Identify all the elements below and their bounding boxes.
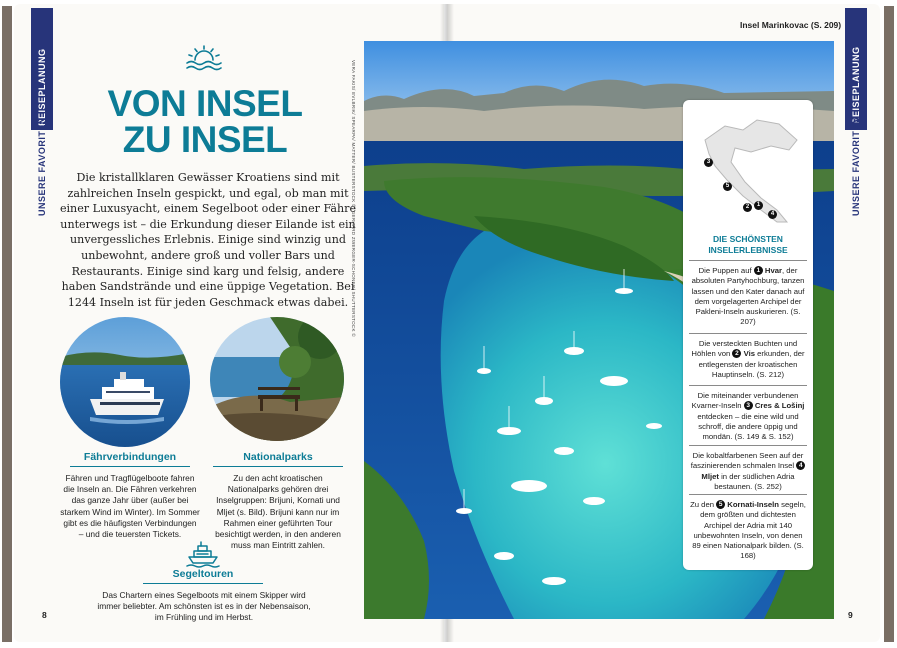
ferry-text: Fähren und Tragflügelboote fahren die Inseln an. Die Fähren verkehren das ganze Jahr über (außer bei starkem Wind im Winter). Im Sommer gibt es die häufigsten Verbindungen – und die teuersten Tickets.: [60, 473, 200, 540]
highlight-item: [689, 339, 807, 380]
panel-separator: [689, 445, 807, 446]
map-marker-1: 1: [754, 201, 763, 210]
highlight-text: Zu den: [690, 500, 717, 509]
left-side-tab-label: REISEPLANUNG: [37, 48, 47, 126]
highlights-panel: [683, 100, 813, 570]
highlight-number-badge: 2: [732, 349, 741, 358]
nationalparks-heading: Nationalparks: [243, 451, 313, 463]
left-side-tab: [31, 8, 53, 130]
photo-credit: VERA FAKIS/ EVLBRIK/ SPEARPA/ MATTER/ BUSTERSTOCK ©; GERHARD ZWERGER-SCHONER/ SHUTTERSTOCK ©: [351, 60, 356, 337]
ferry-heading-rule: [70, 466, 190, 467]
highlight-text: erkunden, der entlegensten der kroatischen Hauptinseln. (S. 212): [698, 349, 805, 379]
page-title: [60, 83, 350, 160]
map-marker-4: 4: [768, 210, 777, 219]
map-marker-3: 3: [704, 158, 713, 167]
ferry-heading: Fährverbindungen: [83, 451, 177, 463]
panel-separator: [689, 333, 807, 334]
ship-icon: [185, 540, 221, 568]
highlight-item: [689, 500, 807, 562]
running-head: Insel Marinkovac (S. 209): [740, 20, 842, 30]
highlight-place: Mljet: [701, 471, 719, 481]
right-side-tab: [845, 8, 867, 130]
intro-paragraph: Die kristallklaren Gewässer Kroatiens sind mit zahlreichen Inseln gespickt, und egal, ob man mit einer Luxusyacht, einem Segelboot oder einer Fähre unterwegs ist – die Erkundung dieser Eilande ist ein unvergessliches Erlebnis. Einige sind winzig und unbewohnt, andere groß und voller Bars und Restaurants. Einige sind karg und felsig, andere haben Sandstrände und eine üppige Vegetation. Bei 1244 Inseln ist für jeden Geschmack etwas dabei.: [59, 171, 357, 309]
right-side-label: UNSERE FAVORITEN: [851, 117, 861, 216]
map-marker-2: 2: [743, 203, 752, 212]
highlight-text: entdecken – die eine wild und schroff, die andere üppig und mondän. (S. 149 & S. 152): [697, 411, 799, 442]
highlight-place: Cres & Lošinj: [754, 401, 805, 411]
highlight-text: in der südlichen Adria bestaunen. (S. 252): [714, 471, 795, 491]
segeltouren-heading-rule: [143, 583, 263, 584]
nationalparks-text: Zu den acht kroatischen Nationalparks gehören drei Inselgruppen: Brijuni, Kornati und Mljet (s. Bild). Brijuni kann nur im Rahmen einer geführten Tour besichtigt werden, in den anderen muss man Eintritt zahlen.: [215, 473, 341, 551]
segeltouren-text: Das Chartern eines Segelboots mit einem Skipper wird immer beliebter. Am schönsten ist es in der Nebensaison, im Frühling und im Herbst.: [97, 590, 311, 623]
sun-waves-icon: [183, 44, 225, 74]
highlight-item: [689, 266, 807, 328]
highlight-number-badge: 4: [796, 461, 805, 470]
map-marker-5: 5: [723, 182, 732, 191]
highlight-number-badge: 5: [716, 500, 725, 509]
book-cover-edge-right: [884, 6, 894, 642]
book-cover-edge-left: [2, 6, 12, 642]
highlight-item: [689, 451, 807, 492]
panel-title: [683, 234, 813, 256]
panel-separator: [689, 494, 807, 495]
highlight-text: Die Puppen auf: [698, 266, 754, 275]
highlight-item: [689, 391, 807, 442]
left-side-label: UNSERE FAVORITEN: [37, 117, 47, 216]
highlight-text: , der absoluten Partyhochburg, tanzen lassen und den Kater danach auf dem vorgelagerten Archipel der Pakleni-Inseln auskurieren. (S. 207): [691, 266, 805, 327]
right-side-tab-label: REISEPLANUNG: [851, 46, 861, 124]
panel-separator: [689, 385, 807, 386]
highlight-text: Die miteinander verbundenen Kvarner-Inseln: [691, 391, 799, 411]
title-line-2: ZU INSEL: [122, 119, 288, 160]
segeltouren-heading: Segeltouren: [172, 568, 234, 580]
page-number-left: 8: [42, 610, 47, 620]
highlight-text: segeln, dem größten und dichtesten Archipel der Adria mit 140 unbewohnten Inseln, von denen 89 einen Nationalpark bilden. (S. 168): [692, 500, 806, 561]
title-line-1: VON INSEL: [107, 83, 303, 124]
highlight-text: Die kobaltfarbenen Seen auf der faszinierenden schmalen Insel: [690, 451, 804, 471]
panel-title-line-1: DIE SCHÖNSTEN: [713, 234, 783, 244]
highlight-place: Hvar: [764, 266, 782, 275]
highlight-number-badge: 1: [754, 266, 763, 275]
highlight-number-badge: 3: [744, 401, 753, 410]
highlight-place: Kornati-Inseln: [727, 500, 779, 509]
highlight-text: Die versteckten Buchten und Höhlen von: [691, 339, 798, 359]
nationalparks-heading-rule: [213, 466, 343, 467]
page-number-right: 9: [848, 610, 853, 620]
panel-separator: [689, 260, 807, 261]
panel-title-line-2: INSELERLEBNISSE: [708, 245, 788, 255]
highlight-place: Vis: [743, 349, 755, 359]
ferry-photo: [60, 317, 190, 447]
national-park-photo: [210, 317, 344, 441]
